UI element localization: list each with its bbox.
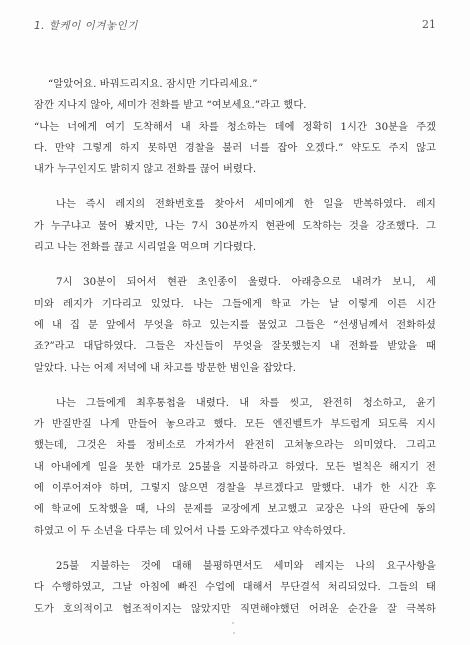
text-line: 리고 나는 전화를 끊고 시리얼을 먹으며 기다렸다. (34, 242, 257, 254)
text-line: 도가 호의적이고 협조적이지는 않았지만 직면해야했던 어려운 순간을 잘 극복하 (34, 603, 436, 615)
text-line: 나는 즉시 레지의 전화번호를 찾아서 세미에게 한 일을 반복하였다. 레지 (56, 199, 436, 211)
text-line: 죠?”라고 대답하였다. 그들은 자신들이 무엇을 잘못했는지 내 전화를 받았을 때 (34, 341, 436, 353)
text-line: 알았다. 나는 어제 저녁에 내 차고를 방문한 범인을 잡았다. (34, 362, 297, 374)
text-line: 하였고 이 두 소년을 다루는 데 있어서 나를 도와주겠다고 약속하였다. (34, 525, 346, 537)
text-line: “알았어요. 바꿔드리지요. 잠시만 기다리세요.” (48, 79, 258, 90)
paragraph-dialogue (34, 74, 436, 180)
text-line: 에 이루어져야 하며, 그렇지 않으면 경찰을 부르겠다고 말했다. 내가 한 시간 후 (34, 483, 436, 495)
page-header (28, 16, 442, 38)
paragraph (34, 556, 436, 620)
scan-speck (233, 632, 235, 634)
text-line: “나는 너에게 여기 도착해서 내 차를 청소하는 데에 정확히 1시간 30분을 주겠 (34, 121, 436, 133)
text-line: 했는데, 그것은 차를 정비소로 가져가서 완전히 고쳐놓으라는 의미였다. 그리고 (34, 440, 436, 452)
running-header-title: 1. 할케이 이겨놓인기 (34, 20, 138, 32)
text-line: 에 학교에 도착했을 때, 나의 문제를 교장에게 보고했고 교장은 나의 판단에 동의 (34, 504, 436, 516)
paragraph (34, 272, 436, 378)
text-line: 가 반질반질 나게 만들어 놓으라고 했다. 모든 엔진벨트가 부드럽게 되도록 지시 (34, 419, 436, 431)
text-line: 내 아내에게 일을 못한 대가로 25불을 지불하라고 하였다. 모든 벌칙은 해지기 전 (34, 461, 436, 473)
scan-speck (232, 622, 234, 624)
page-number: 21 (422, 18, 436, 31)
body-text (34, 74, 436, 620)
text-line: 가 누구냐고 물어 봤지만, 나는 7시 30분까지 현관에 도착하는 것을 강조했다. 그 (34, 220, 436, 232)
text-line: 7시 30분이 되어서 현관 초인종이 울렸다. 아래층으로 내려가 보니, 세 (56, 277, 436, 289)
paragraph (34, 194, 436, 258)
text-line: 나는 그들에게 최후통첩을 내렸다. 내 차를 씻고, 완전히 청소하고, 윤기 (56, 397, 436, 409)
text-line: 미와 레지가 기다리고 있었다. 나는 그들에게 학교 가는 날 이렇게 이른 시간 (34, 298, 436, 310)
text-line: 25불 지불하는 것에 대해 불평하면서도 세미와 레지는 나의 요구사항을 (56, 560, 436, 572)
text-line: 내가 누구인지도 밝히지 않고 전화를 끊어 버렸다. (34, 164, 257, 176)
text-line: 잠깐 지나지 않아, 세미가 전화를 받고 “여보세요.”라고 했다. (34, 100, 307, 112)
text-line: 에 내 집 문 앞에서 무엇을 하고 있는지를 물었고 그들은 “선생님께서 전화하셨 (34, 319, 436, 331)
text-line: 다. 만약 그렇게 하지 못하면 경찰을 불러 너를 잡아 오겠다.” 약도도 주지 않고 (34, 142, 436, 154)
paragraph (34, 393, 436, 542)
text-line: 다 수행하였고, 그날 아침에 빠진 수업에 대해서 무단결석 처리되었다. 그들의 태 (34, 582, 436, 594)
